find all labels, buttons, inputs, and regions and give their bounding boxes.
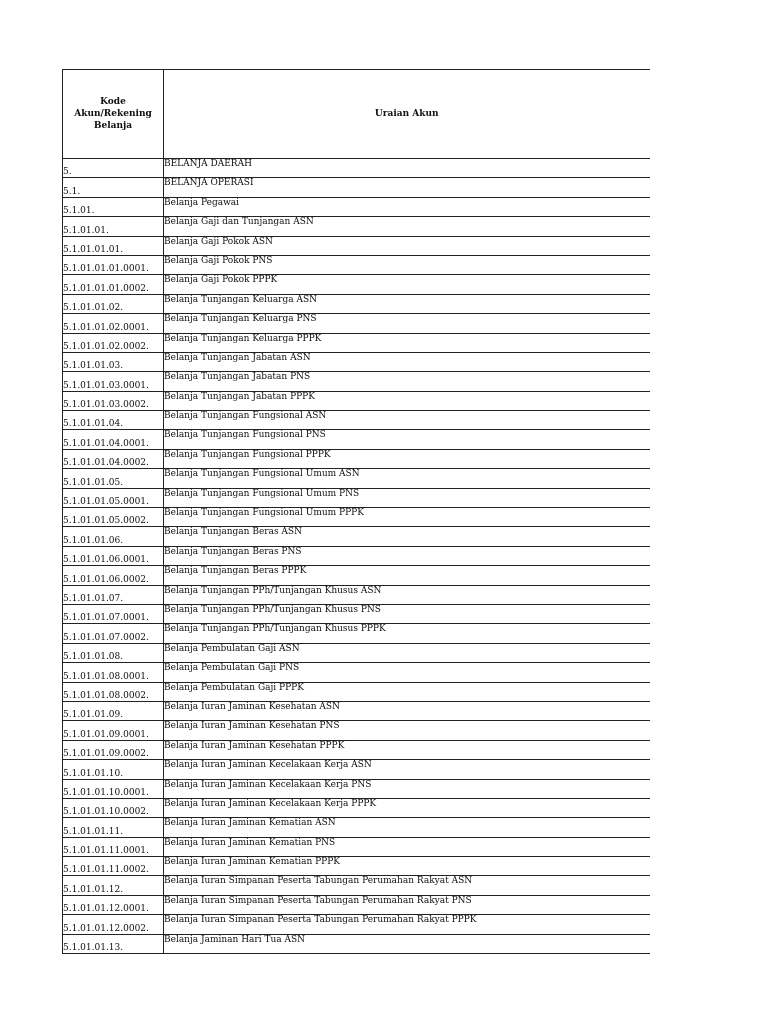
kode-cell: 5.1.01.01.12.0001. [63,895,164,914]
uraian-cell: Belanja Iuran Jaminan Kecelakaan Kerja PNS [164,779,650,798]
table-row [63,779,650,798]
kode-cell: 5.1.01.01.10.0002. [63,798,164,817]
uraian-cell: Belanja Pembulatan Gaji PNS [164,663,650,682]
table-row [63,740,650,759]
uraian-cell: Belanja Iuran Jaminan Kematian PNS [164,837,650,856]
table-row [63,566,650,585]
kode-cell: 5.1.01.01.05. [63,469,164,488]
table-row [63,314,650,333]
uraian-cell: Belanja Iuran Simpanan Peserta Tabungan Perumahan Rakyat PPPK [164,915,650,934]
table-row [63,372,650,391]
kode-cell: 5.1.01.01.03.0002. [63,391,164,410]
table-row [63,818,650,837]
kode-cell: 5.1.01. [63,197,164,216]
kode-cell: 5.1.01.01.09.0001. [63,721,164,740]
uraian-cell: Belanja Iuran Jaminan Kematian PPPK [164,857,650,876]
uraian-cell: Belanja Tunjangan Fungsional Umum ASN [164,469,650,488]
table-row [63,721,650,740]
table-row [63,546,650,565]
uraian-cell: Belanja Jaminan Hari Tua ASN [164,934,650,953]
table-row [63,159,650,178]
table-row [63,934,650,953]
kode-cell: 5.1.01.01.12.0002. [63,915,164,934]
uraian-cell: Belanja Tunjangan Beras PNS [164,546,650,565]
kode-cell: 5.1.01.01.08. [63,643,164,662]
header-kode-line3: Belanja [93,121,133,131]
uraian-cell: Belanja Iuran Jaminan Kesehatan ASN [164,701,650,720]
account-table [62,69,650,954]
table-row [63,449,650,468]
uraian-cell: Belanja Iuran Jaminan Kecelakaan Kerja ASN [164,760,650,779]
table-row [63,798,650,817]
kode-cell: 5.1.01.01.10.0001. [63,779,164,798]
table-row [63,294,650,313]
header-kode-line2: Akun/Rekening [74,109,152,119]
table-row [63,682,650,701]
table-row [63,469,650,488]
table-row [63,701,650,720]
uraian-cell: Belanja Tunjangan Jabatan PNS [164,372,650,391]
uraian-cell: Belanja Gaji Pokok ASN [164,236,650,255]
table-row [63,508,650,527]
uraian-cell: Belanja Pembulatan Gaji PPPK [164,682,650,701]
uraian-cell: Belanja Iuran Jaminan Kematian ASN [164,818,650,837]
table-row [63,275,650,294]
kode-cell: 5.1. [63,178,164,197]
kode-cell: 5.1.01.01.04. [63,411,164,430]
table-row [63,255,650,274]
table-row [63,837,650,856]
table-row [63,915,650,934]
uraian-cell: Belanja Tunjangan Jabatan ASN [164,352,650,371]
uraian-cell: Belanja Tunjangan Keluarga ASN [164,294,650,313]
uraian-cell: Belanja Tunjangan Jabatan PPPK [164,391,650,410]
kode-cell: 5.1.01.01.01.0001. [63,255,164,274]
kode-cell: 5.1.01.01.07. [63,585,164,604]
kode-cell: 5.1.01.01.12. [63,876,164,895]
uraian-cell: Belanja Iuran Simpanan Peserta Tabungan Perumahan Rakyat ASN [164,876,650,895]
kode-cell: 5.1.01.01.03. [63,352,164,371]
table-row [63,197,650,216]
uraian-cell: Belanja Tunjangan Fungsional Umum PNS [164,488,650,507]
table-row [63,352,650,371]
kode-cell: 5.1.01.01.02.0001. [63,314,164,333]
kode-cell: 5.1.01.01.01.0002. [63,275,164,294]
uraian-cell: Belanja Tunjangan Fungsional Umum PPPK [164,508,650,527]
uraian-cell: Belanja Iuran Jaminan Kecelakaan Kerja PPPK [164,798,650,817]
table-row [63,876,650,895]
kode-cell: 5.1.01.01.05.0001. [63,488,164,507]
uraian-cell: Belanja Iuran Jaminan Kesehatan PPPK [164,740,650,759]
table-row [63,430,650,449]
kode-cell: 5.1.01.01.01. [63,236,164,255]
table-row [63,178,650,197]
kode-cell: 5.1.01.01.04.0001. [63,430,164,449]
kode-cell: 5.1.01.01.02.0002. [63,333,164,352]
uraian-cell: Belanja Tunjangan Beras PPPK [164,566,650,585]
table-row [63,585,650,604]
uraian-cell: Belanja Tunjangan Fungsional PPPK [164,449,650,468]
kode-cell: 5.1.01.01.08.0001. [63,663,164,682]
uraian-cell: Belanja Gaji Pokok PPPK [164,275,650,294]
kode-cell: 5.1.01.01.04.0002. [63,449,164,468]
uraian-cell: Belanja Tunjangan Keluarga PNS [164,314,650,333]
kode-cell: 5.1.01.01.09.0002. [63,740,164,759]
uraian-cell: Belanja Iuran Simpanan Peserta Tabungan Perumahan Rakyat PNS [164,895,650,914]
uraian-cell: Belanja Gaji dan Tunjangan ASN [164,217,650,236]
table-row [63,604,650,623]
kode-cell: 5.1.01.01. [63,217,164,236]
uraian-cell: Belanja Tunjangan PPh/Tunjangan Khusus PNS [164,604,650,623]
header-uraian: Uraian Akun [164,70,650,159]
uraian-cell: Belanja Tunjangan Beras ASN [164,527,650,546]
table-row [63,236,650,255]
kode-cell: 5.1.01.01.03.0001. [63,372,164,391]
kode-cell: 5. [63,159,164,178]
kode-cell: 5.1.01.01.06. [63,527,164,546]
uraian-cell: Belanja Tunjangan Fungsional PNS [164,430,650,449]
uraian-cell: BELANJA DAERAH [164,159,650,178]
kode-cell: 5.1.01.01.13. [63,934,164,953]
header-kode-line1: Kode [100,97,126,107]
uraian-cell: Belanja Pembulatan Gaji ASN [164,643,650,662]
kode-cell: 5.1.01.01.06.0001. [63,546,164,565]
kode-cell: 5.1.01.01.02. [63,294,164,313]
uraian-cell: Belanja Tunjangan Keluarga PPPK [164,333,650,352]
kode-cell: 5.1.01.01.08.0002. [63,682,164,701]
kode-cell: 5.1.01.01.06.0002. [63,566,164,585]
kode-cell: 5.1.01.01.09. [63,701,164,720]
table-row [63,624,650,643]
table-row [63,643,650,662]
kode-cell: 5.1.01.01.11. [63,818,164,837]
table-row [63,895,650,914]
kode-cell: 5.1.01.01.05.0002. [63,508,164,527]
kode-cell: 5.1.01.01.10. [63,760,164,779]
uraian-cell: BELANJA OPERASI [164,178,650,197]
table-row [63,857,650,876]
uraian-cell: Belanja Pegawai [164,197,650,216]
uraian-cell: Belanja Iuran Jaminan Kesehatan PNS [164,721,650,740]
uraian-cell: Belanja Tunjangan Fungsional ASN [164,411,650,430]
header-kode [63,70,164,159]
table-row [63,527,650,546]
uraian-cell: Belanja Tunjangan PPh/Tunjangan Khusus ASN [164,585,650,604]
header-row [63,70,650,159]
uraian-cell: Belanja Gaji Pokok PNS [164,255,650,274]
table-row [63,488,650,507]
kode-cell: 5.1.01.01.07.0001. [63,604,164,623]
table-row [63,391,650,410]
kode-cell: 5.1.01.01.11.0002. [63,857,164,876]
kode-cell: 5.1.01.01.07.0002. [63,624,164,643]
table-row [63,663,650,682]
kode-cell: 5.1.01.01.11.0001. [63,837,164,856]
table-row [63,760,650,779]
table-row [63,333,650,352]
table-row [63,411,650,430]
table-row [63,217,650,236]
uraian-cell: Belanja Tunjangan PPh/Tunjangan Khusus PPPK [164,624,650,643]
